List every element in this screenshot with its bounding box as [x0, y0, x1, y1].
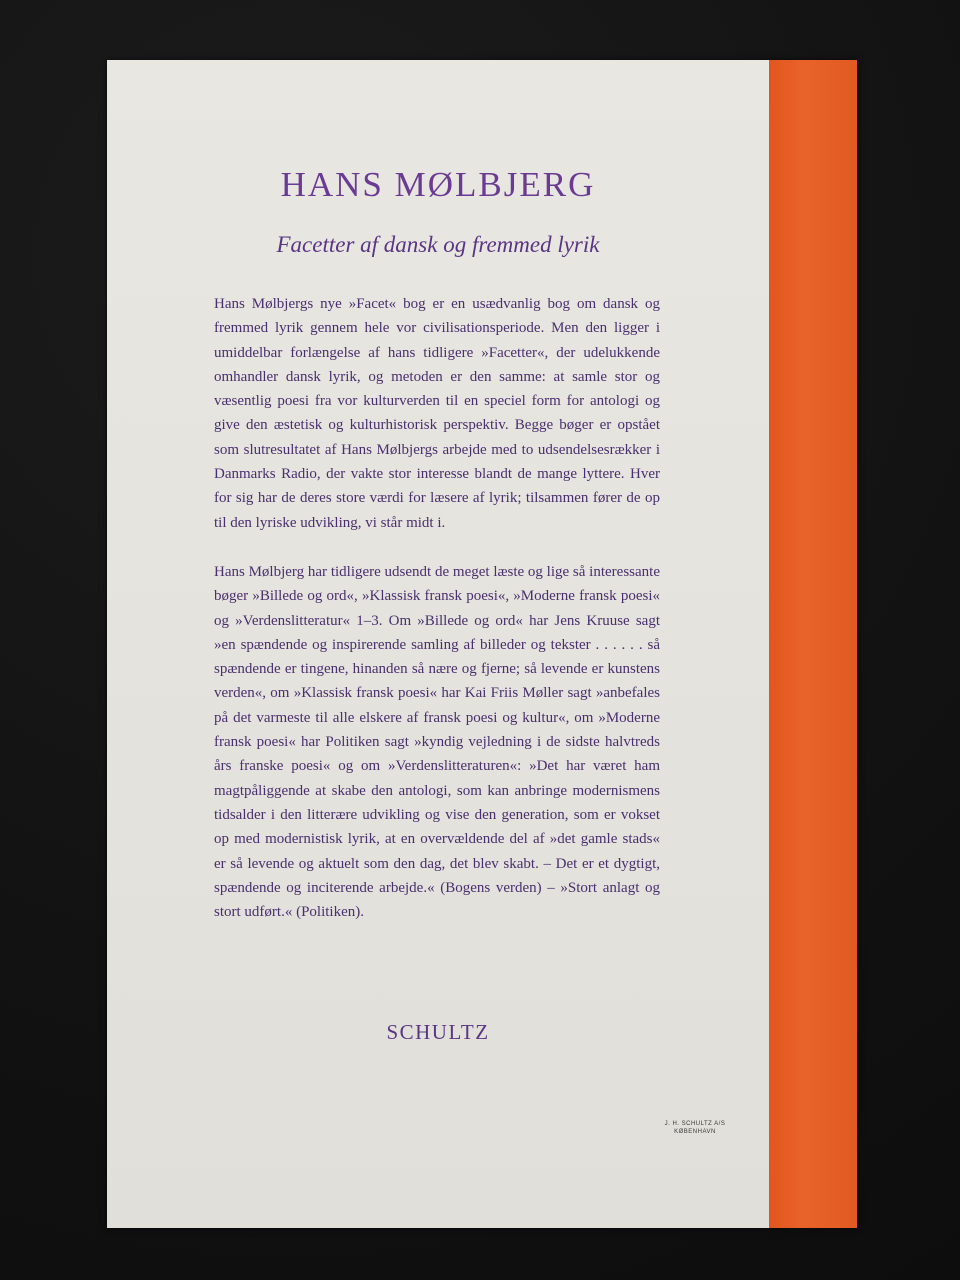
orange-spine-band	[769, 60, 857, 1228]
printer-imprint-line-2: KØBENHAVN	[674, 1129, 716, 1135]
publisher-name: SCHULTZ	[386, 1020, 490, 1044]
book-subtitle: Facetter af dansk og fremmed lyrik	[276, 232, 600, 257]
printer-imprint-line-1: J. H. SCHULTZ A/S	[664, 1121, 726, 1127]
author-name: HANS MØLBJERG	[280, 165, 596, 204]
printer-imprint	[635, 1120, 755, 1136]
book-back-cover	[107, 60, 857, 1228]
description-paragraph-1: Hans Mølbjergs nye »Facet« bog er en usædvanlig bog om dansk og fremmed lyrik gennem hele vor civilisationsperiode. Men den ligger i umiddelbar forlængelse af hans tidligere »Facetter«, der udelukkende omhandler dansk lyrik, og metoden er den samme: at samle stor og væsentlig poesi fra vor kulturverden til en speciel form for antologi og give den æstetisk og kulturhistorisk perspektiv. Begge bøger er opstået som slutresultatet af Hans Mølbjergs arbejde med to udsendelsesrækker i Danmarks Radio, der vakte stor interesse blandt de mange lyttere. Hver for sig har de deres store værdi for læsere af lyrik; tilsammen fører de op til den lyriske udvikling, vi står midt i.	[214, 296, 660, 531]
description-paragraph-2: Hans Mølbjerg har tidligere udsendt de meget læste og lige så interessante bøger »Billede og ord«, »Klassisk fransk poesi«, »Moderne fransk poesi« og »Verdenslitteratur« 1–3. Om »Billede og ord« har Jens Kruuse sagt »en spændende og inspirerende samling af billeder og tekster . . . . . . så spændende er tingene, hinanden så nære og fjerne; så levende er kunstens verden«, om »Klassisk fransk poesi« har Kai Friis Møller sagt »anbefales på det varmeste til alle elskere af fransk poesi og kultur«, om »Moderne fransk poesi« har Politiken sagt »kyndig vejledning i de sidste halvtreds års franske poesi« og om »Verdenslitteraturen«: »Det har været ham magtpåliggende at skabe den antologi, som kan anbringe modernismens tidsalder i den litterære udvikling og vise den generation, som er vokset op med modernistisk lyrik, at en overvældende del af »det gamle stads« er så levende og aktuelt som den dag, det blev skabt. – Det er et dygtigt, spændende og inciterende arbejde.« (Bogens verden) – »Stort anlagt og stort udført.« (Politiken).	[214, 564, 660, 921]
